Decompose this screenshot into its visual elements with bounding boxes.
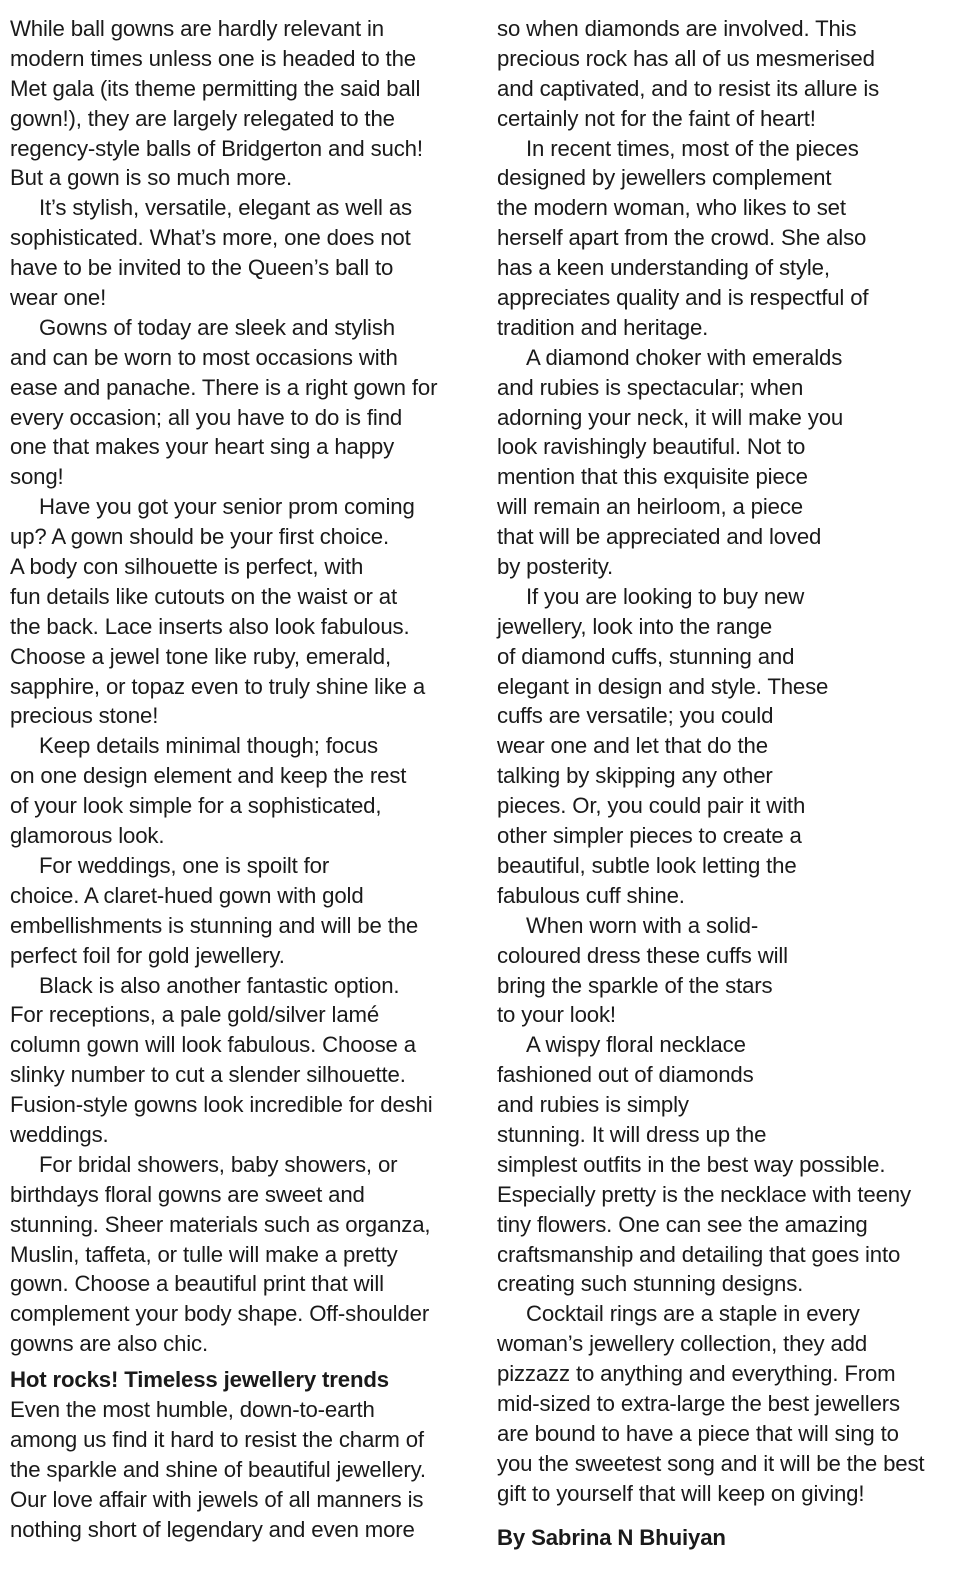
- text-line: will remain an heirloom, a piece: [497, 494, 803, 520]
- text-line: weddings.: [10, 1121, 109, 1147]
- text-line: If you are looking to buy new: [526, 583, 805, 609]
- text-line: A wispy floral necklace: [526, 1032, 746, 1058]
- text-line: simplest outfits in the best way possible.: [497, 1151, 886, 1177]
- text-line: complement your body shape. Off-shoulder: [10, 1301, 430, 1327]
- text-line: When worn with a solid-: [526, 912, 759, 938]
- text-line: that will be appreciated and loved: [497, 524, 822, 550]
- text-line: adorning your neck, it will make you: [497, 404, 844, 430]
- text-line: nothing short of legendary and even more: [10, 1516, 415, 1542]
- text-line: one that makes your heart sing a happy: [10, 434, 395, 460]
- text-line: Our love affair with jewels of all manners is: [10, 1486, 424, 1512]
- text-line: column gown will look fabulous. Choose a: [10, 1032, 416, 1058]
- text-line: creating such stunning designs.: [497, 1271, 804, 1297]
- text-line: precious rock has all of us mesmerised: [497, 45, 875, 71]
- text-line: the back. Lace inserts also look fabulous.: [10, 613, 410, 639]
- text-line: cuffs are versatile; you could: [497, 703, 774, 729]
- text-line: Met gala (its theme permitting the said ball: [10, 75, 421, 101]
- text-line: But a gown is so much more.: [10, 165, 293, 191]
- text-line: every occasion; all you have to do is find: [10, 404, 403, 430]
- text-line: tiny flowers. One can see the amazing: [497, 1211, 868, 1237]
- text-line: gown!), they are largely relegated to the: [10, 105, 395, 131]
- left-column-body: [10, 14, 472, 1359]
- text-line: tradition and heritage.: [497, 314, 709, 340]
- text-line: birthdays floral gowns are sweet and: [10, 1181, 365, 1207]
- text-line: For weddings, one is spoilt for: [39, 852, 330, 878]
- text-line: Muslin, taffeta, or tulle will make a pretty: [10, 1241, 398, 1267]
- text-line: elegant in design and style. These: [497, 673, 829, 699]
- text-line: other simpler pieces to create a: [497, 823, 802, 849]
- text-line: herself apart from the crowd. She also: [497, 225, 867, 251]
- right-column: [497, 14, 960, 1552]
- text-line: For bridal showers, baby showers, or: [39, 1151, 398, 1177]
- text-line: and rubies is spectacular; when: [497, 374, 804, 400]
- text-line: wear one!: [10, 285, 107, 311]
- text-line: gowns are also chic.: [10, 1331, 209, 1357]
- text-line: coloured dress these cuffs will: [497, 942, 788, 968]
- text-line: among us find it hard to resist the charm of: [10, 1426, 424, 1452]
- text-line: of diamond cuffs, stunning and: [497, 643, 795, 669]
- text-line: appreciates quality and is respectful of: [497, 285, 869, 311]
- text-line: stunning. It will dress up the: [497, 1121, 767, 1147]
- text-line: perfect foil for gold jewellery.: [10, 942, 285, 968]
- text-line: ease and panache. There is a right gown for: [10, 374, 438, 400]
- text-line: Have you got your senior prom coming: [39, 494, 415, 520]
- text-line: and rubies is simply: [497, 1092, 689, 1118]
- text-line: the modern woman, who likes to set: [497, 195, 846, 221]
- right-column-body: [497, 14, 960, 1509]
- text-line: regency-style balls of Bridgerton and such!: [10, 135, 423, 161]
- text-line: of your look simple for a sophisticated,: [10, 793, 382, 819]
- text-line: has a keen understanding of style,: [497, 255, 830, 281]
- text-line: beautiful, subtle look letting the: [497, 852, 797, 878]
- text-line: by posterity.: [497, 554, 614, 580]
- text-line: talking by skipping any other: [497, 763, 773, 789]
- text-line: look ravishingly beautiful. Not to: [497, 434, 806, 460]
- text-line: to your look!: [497, 1002, 616, 1028]
- text-line: slinky number to cut a slender silhouette.: [10, 1062, 406, 1088]
- text-line: craftsmanship and detailing that goes into: [497, 1241, 901, 1267]
- text-line: jewellery, look into the range: [497, 613, 773, 639]
- text-line: gift to yourself that will keep on giving!: [497, 1480, 865, 1506]
- text-line: A diamond choker with emeralds: [526, 344, 843, 370]
- text-line: song!: [10, 464, 64, 490]
- text-line: Cocktail rings are a staple in every: [526, 1301, 860, 1327]
- spacer: [497, 1509, 960, 1523]
- text-line: woman’s jewellery collection, they add: [497, 1331, 868, 1357]
- text-line: you the sweetest song and it will be the best: [497, 1450, 925, 1476]
- text-line: Fusion-style gowns look incredible for deshi: [10, 1092, 433, 1118]
- text-line: and can be worn to most occasions with: [10, 344, 398, 370]
- text-line: gown. Choose a beautiful print that will: [10, 1271, 384, 1297]
- left-column: [10, 14, 472, 1544]
- text-line: choice. A claret-hued gown with gold: [10, 882, 364, 908]
- text-line: pizzazz to anything and everything. From: [497, 1361, 896, 1387]
- text-line: mention that this exquisite piece: [497, 464, 808, 490]
- text-line: Black is also another fantastic option.: [39, 972, 400, 998]
- text-line: are bound to have a piece that will sing to: [497, 1420, 899, 1446]
- text-line: Keep details minimal though; focus: [39, 733, 379, 759]
- text-line: modern times unless one is headed to the: [10, 45, 416, 71]
- text-line: sophisticated. What’s more, one does not: [10, 225, 411, 251]
- text-line: In recent times, most of the pieces: [526, 135, 859, 161]
- text-line: It’s stylish, versatile, elegant as well as: [39, 195, 412, 221]
- text-line: designed by jewellers complement: [497, 165, 832, 191]
- byline: By Sabrina N Bhuiyan: [497, 1524, 726, 1550]
- text-line: fashioned out of diamonds: [497, 1062, 754, 1088]
- text-line: so when diamonds are involved. This: [497, 16, 857, 41]
- text-line: embellishments is stunning and will be the: [10, 912, 419, 938]
- text-line: have to be invited to the Queen’s ball to: [10, 255, 394, 281]
- text-line: For receptions, a pale gold/silver lamé: [10, 1002, 380, 1028]
- text-line: fun details like cutouts on the waist or at: [10, 583, 397, 609]
- text-line: and captivated, and to resist its allure is: [497, 75, 880, 101]
- text-line: precious stone!: [10, 703, 159, 729]
- text-line: Especially pretty is the necklace with teeny: [497, 1181, 911, 1207]
- left-column-body-continued: [10, 1395, 472, 1544]
- section-subheading: Hot rocks! Timeless jewellery trends: [10, 1367, 389, 1393]
- text-line: the sparkle and shine of beautiful jewellery.: [10, 1456, 426, 1482]
- text-line: sapphire, or topaz even to truly shine like a: [10, 673, 426, 699]
- text-line: A body con silhouette is perfect, with: [10, 554, 364, 580]
- text-line: bring the sparkle of the stars: [497, 972, 773, 998]
- text-line: on one design element and keep the rest: [10, 763, 407, 789]
- text-line: certainly not for the faint of heart!: [497, 105, 816, 131]
- text-line: up? A gown should be your first choice.: [10, 524, 389, 550]
- text-line: fabulous cuff shine.: [497, 882, 685, 908]
- text-line: glamorous look.: [10, 823, 165, 849]
- text-line: Choose a jewel tone like ruby, emerald,: [10, 643, 391, 669]
- text-line: mid-sized to extra-large the best jewellers: [497, 1390, 900, 1416]
- text-line: wear one and let that do the: [497, 733, 768, 759]
- text-line: pieces. Or, you could pair it with: [497, 793, 806, 819]
- text-line: stunning. Sheer materials such as organza,: [10, 1211, 431, 1237]
- text-line: Even the most humble, down-to-earth: [10, 1396, 375, 1422]
- text-line: While ball gowns are hardly relevant in: [10, 16, 384, 41]
- text-line: Gowns of today are sleek and stylish: [39, 314, 395, 340]
